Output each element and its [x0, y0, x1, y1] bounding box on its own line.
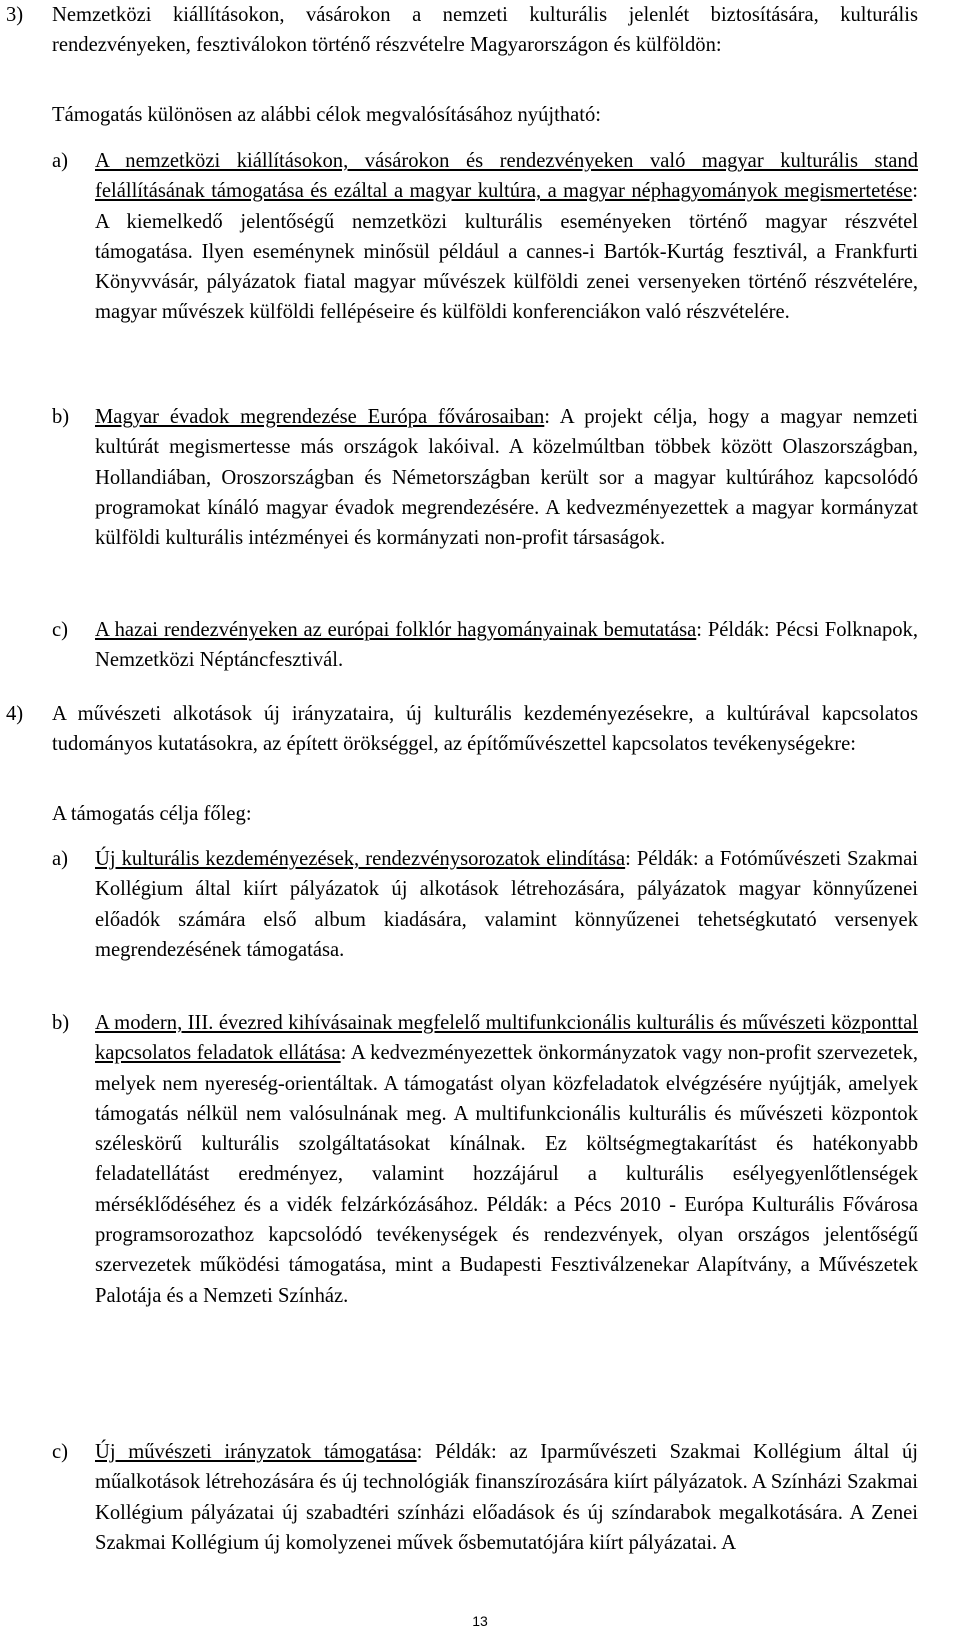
- section-4-item-a-label: a): [52, 848, 68, 870]
- section-4-item-b-label: b): [52, 1012, 70, 1034]
- section-3-item-c-title: A hazai rendezvényeken az európai folklór hagyományainak bemutatása: [95, 619, 697, 641]
- section-4-item-c-label: c): [52, 1441, 68, 1463]
- section-4-item-b-title: A modern, III. évezred kihívásainak megfelelő multifunkcionális kulturális és művészeti központtal kapcsolatos feladatok ellátása: [95, 1012, 918, 1065]
- section-4-item-c: [95, 1437, 918, 1558]
- section-3-item-b-title: Magyar évadok megrendezése Európa fővárosaiban: [95, 406, 545, 428]
- page-number: 13: [472, 1613, 488, 1629]
- section-3-item-a-label: a): [52, 150, 68, 172]
- section-4-item-c-text: : Példák: az Iparművészeti Szakmai Kollégium által új műalkotások létrehozására és új technológiák finanszírozására kiírt pályázatok. A Színházi Szakmai Kollégium pályázatai új szabadtéri színházi előadások és új színdarabok megalkotására. A Zenei Szakmai Kollégium új komolyzenei művek ősbemutatójára kiírt pályázatai. A: [95, 1441, 918, 1554]
- section-3-item-c-label: c): [52, 619, 68, 641]
- section-4-item-a-text: : Példák: a Fotóművészeti Szakmai Kollégium által kiírt pályázatok új alkotások létrehozására, pályázatok magyar könnyűzenei előadók számára első album kiadására, valamint könnyűzenei tehetségkutató versenyek megrendezésének támogatása.: [95, 848, 918, 961]
- section-4-heading: A művészeti alkotások új irányzataira, új kulturális kezdeményezésekre, a kultúrával kapcsolatos tudományos kutatásokra, az épített örökséggel, az építőművészettel kapcsolatos tevékenységekre:: [52, 703, 918, 756]
- section-4-item-a-title: Új kulturális kezdeményezések, rendezvénysorozatok elindítása: [95, 848, 626, 870]
- section-3-item-c-text: : Példák: Pécsi Folknapok, Nemzetközi Néptáncfesztivál.: [95, 619, 919, 672]
- section-3-item-c: [95, 615, 918, 676]
- section-4-item-b-text: : A kedvezményezettek önkormányzatok vagy non-profit szervezetek, melyek nem nyereség-orientáltak. A támogatást olyan közfeladatok elvégzésére nyújtják, amelyek támogatás nélkül nem valósulnának meg. A multifunkcionális kulturális és művészeti központok széleskörű kulturális szolgáltatásokat kínálnak. Ez költségmegtakarítást és hatékonyabb feladatellátást eredményez, valamint hozzájárul a kulturális esélyegyenlőtlenségek mérséklődéséhez és a vidék felzárkózásához. Példák: a Pécs 2010 - Európa Kulturális Fővárosa programsorozathoz kapcsolódó tevékenységek és rendezvények, olyan országos jelentőségű szervezetek működési támogatása, mint a Budapesti Fesztiválzenekar Alapítvány, a Művészetek Palotája és a Nemzeti Színház.: [95, 1042, 919, 1307]
- section-4-number: 4): [6, 703, 24, 725]
- section-3-intro: Támogatás különösen az alábbi célok megvalósításához nyújtható:: [52, 104, 602, 126]
- section-3-number: 3): [6, 4, 24, 26]
- section-3-item-b: [95, 402, 918, 553]
- section-3-item-a-text: : A kiemelkedő jelentőségű nemzetközi kulturális eseményeken történő magyar részvétel támogatása. Ilyen eseménynek minősül például a cannes-i Bartók-Kurtág fesztivál, a Frankfurti Könyvvásár, pályázatok fiatal magyar művészek külföldi zenei versenyeken történő részvételére, magyar művészek külföldi fellépéseire és külföldi konferenciákon való részvételére.: [95, 180, 918, 324]
- section-3-item-b-text: : A projekt célja, hogy a magyar nemzeti kultúrát megismertesse más országok lakóival. A közelmúltban többek között Olaszországban, Hollandiában, Oroszországban és Németországban került sor a magyar kultúrához kapcsolódó programokat kínáló magyar évadok megrendezésére. A kedvezményezettek a magyar kormányzat külföldi kulturális intézményei és kormányzati non-profit társaságok.: [95, 406, 918, 550]
- section-4-intro: A támogatás célja főleg:: [52, 803, 252, 825]
- section-4-item-a: [95, 844, 918, 965]
- section-3-item-a: [95, 146, 918, 328]
- section-3-item-b-label: b): [52, 406, 70, 428]
- section-3-item-a-title: A nemzetközi kiállításokon, vásárokon és rendezvényeken való magyar kulturális stand felállításának támogatása és ezáltal a magyar kultúra, a magyar néphagyományok megismertetése: [95, 150, 918, 203]
- section-4-item-b: [95, 1008, 918, 1311]
- section-4-item-c-title: Új művészeti irányzatok támogatása: [95, 1441, 417, 1463]
- section-3-heading: Nemzetközi kiállításokon, vásárokon a nemzeti kulturális jelenlét biztosítására, kulturális rendezvényeken, fesztiválokon történő részvételre Magyarországon és külföldön:: [52, 4, 918, 57]
